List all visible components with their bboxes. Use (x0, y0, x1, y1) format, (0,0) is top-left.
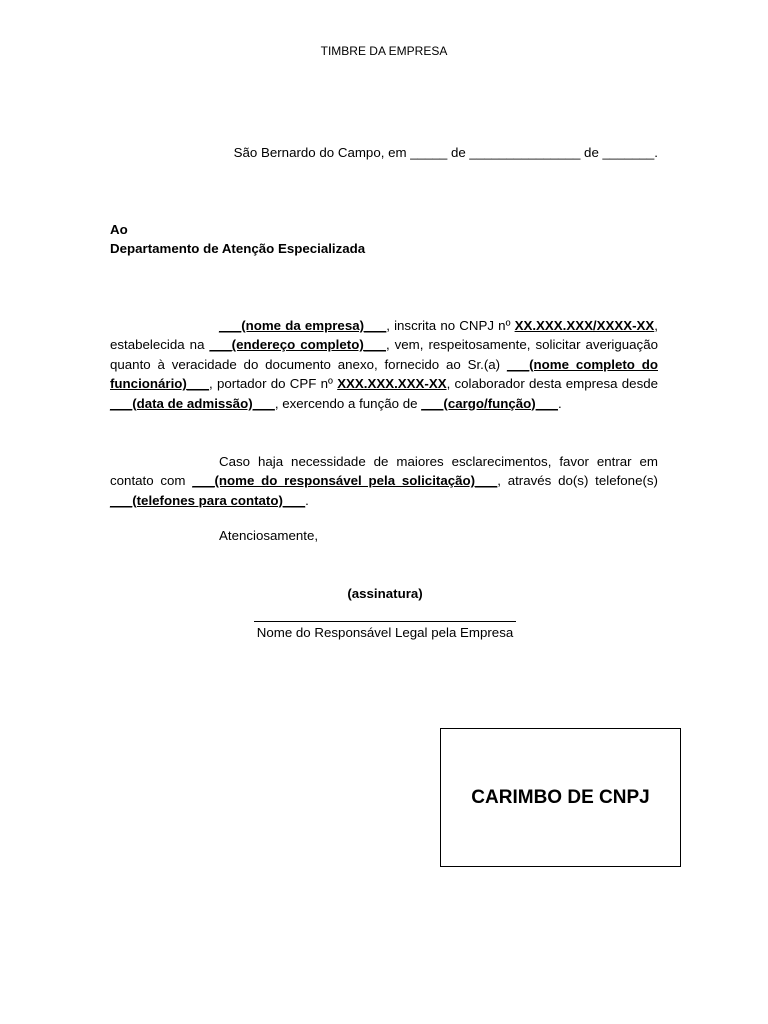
letterhead: TIMBRE DA EMPRESA (320, 44, 448, 58)
blank: ___ (252, 395, 275, 411)
paragraph-text: , portador do CPF nº (209, 376, 338, 392)
role-placeholder: (cargo/função) (443, 395, 536, 411)
blank: ___ (421, 395, 444, 411)
address-placeholder: (endereço completo) (231, 337, 364, 353)
blank: ___ (282, 492, 306, 508)
paragraph-text: , através do(s) telefone(s) (497, 473, 658, 489)
paragraph-text: , vem, respeitosamente, solicitar averiguação quanto à veracidade do documento anexo, fornecido ao Sr.(a) (110, 337, 658, 372)
signatory-name: Nome do Responsável Legal pela Empresa (256, 625, 514, 640)
blank: ___ (363, 337, 386, 353)
phones-placeholder: (telefones para contato) (132, 492, 283, 508)
blank: ___ (219, 318, 242, 333)
blank: ___ (186, 376, 210, 392)
recipient-department: Departamento de Atenção Especializada (110, 241, 366, 256)
paragraph-text: , colaborador desta empresa desde (446, 376, 659, 392)
blank: ___ (110, 395, 133, 411)
blank: ___ (506, 356, 530, 372)
employee-name-placeholder: (nome completo do funcionário) (110, 356, 658, 392)
paragraph-text: Caso haja necessidade de maiores esclarecimentos, favor entrar em contato com (110, 454, 658, 489)
closing: Atenciosamente, (219, 528, 319, 543)
blank: ___ (192, 473, 215, 489)
admission-date-placeholder: (data de admissão) (132, 395, 253, 411)
signature-line (254, 621, 516, 622)
signature-label: (assinatura) (347, 586, 423, 601)
contact-paragraph (110, 452, 658, 510)
cnpj-stamp-label: CARIMBO DE CNPJ (471, 786, 650, 808)
request-paragraph (110, 316, 658, 413)
paragraph-text: , estabelecida na (110, 318, 658, 353)
responsible-placeholder: (nome do responsável pela solicitação) (214, 473, 476, 489)
cpf-placeholder: XXX.XXX.XXX-XX (337, 376, 447, 392)
paragraph-text: , exercendo a função de (274, 395, 422, 411)
blank: ___ (535, 395, 558, 411)
blank: ___ (110, 492, 133, 508)
blank: ___ (209, 337, 232, 353)
blank: ___ (475, 473, 498, 489)
blank: ___ (364, 318, 387, 333)
paragraph-text: , inscrita no CNPJ nº (386, 318, 515, 333)
date-line: São Bernardo do Campo, em _____ de _______________ de _______. (233, 145, 658, 160)
paragraph-text: . (305, 492, 309, 508)
paragraph-text: . (557, 395, 562, 411)
recipient-block (110, 220, 365, 258)
cnpj-stamp-box (440, 728, 681, 867)
company-name-placeholder: (nome da empresa) (241, 318, 365, 333)
cnpj-placeholder: XX.XXX.XXX/XXXX-XX (514, 318, 655, 333)
recipient-salutation: Ao (110, 222, 128, 237)
